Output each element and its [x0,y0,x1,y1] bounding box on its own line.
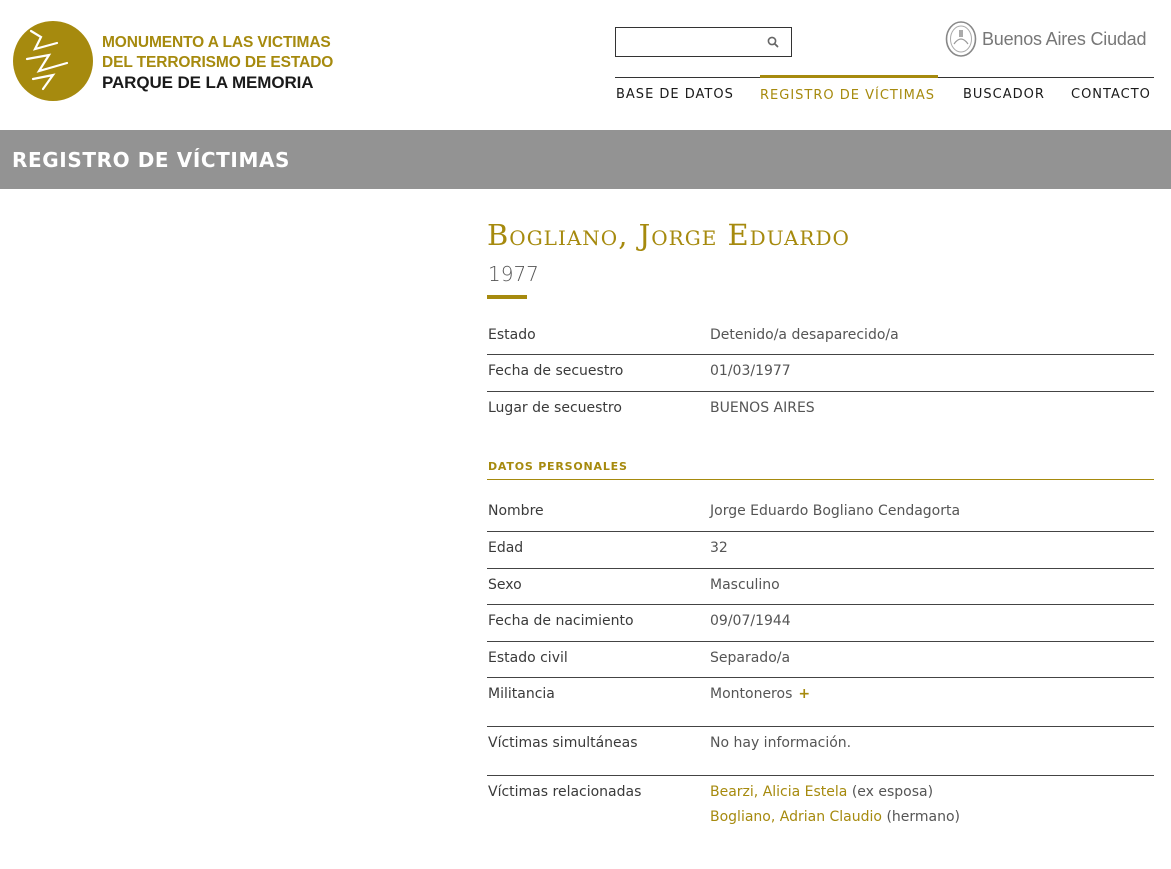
related-victim-item [710,809,960,834]
summary-row-estado [487,327,1154,355]
row-label: Sexo [488,577,522,593]
personal-row-edad [487,540,1154,569]
section-title-datos-personales: DATOS PERSONALES [488,460,628,473]
row-value: Separado/a [710,650,791,666]
victim-year: 1977 [488,262,539,286]
personal-row-victimas-simultaneas [487,735,1154,776]
personal-row-militancia [487,686,1154,727]
personal-row-victimas-relacionadas [487,784,1154,836]
related-victims-list [710,784,960,834]
city-crest-icon [945,20,977,58]
related-victim-link[interactable]: Bogliano, Adrian Claudio [710,809,882,825]
row-value: Jorge Eduardo Bogliano Cendagorta [710,503,961,519]
related-victim-link[interactable]: Bearzi, Alicia Estela [710,784,848,800]
nav-buscador[interactable]: BUSCADOR [963,87,1045,102]
year-underline [487,295,527,299]
nav-registro-de-victimas[interactable]: REGISTRO DE VÍCTIMAS [760,75,938,109]
row-value [710,686,810,702]
row-value: 01/03/1977 [710,363,791,379]
row-label: Fecha de secuestro [488,363,624,379]
personal-row-fecha-nacimiento [487,613,1154,642]
nav-base-de-datos[interactable]: BASE DE DATOS [616,87,734,102]
related-victim-relation: (hermano) [886,809,961,825]
expand-militancia-button[interactable]: + [798,686,811,702]
row-value: Detenido/a desaparecido/a [710,327,899,343]
personal-row-nombre [487,503,1154,532]
search-box[interactable] [615,27,792,57]
row-value: No hay información. [710,735,852,751]
section-divider [487,479,1154,480]
related-victim-relation: (ex esposa) [851,784,934,800]
logo-line-2: DEL TERRORISMO DE ESTADO [102,54,334,71]
row-label: Víctimas relacionadas [488,784,642,800]
nav-contacto[interactable]: CONTACTO [1071,87,1151,102]
logo-emblem[interactable] [13,21,93,101]
row-label: Nombre [488,503,544,519]
banner-title: REGISTRO DE VÍCTIMAS [12,148,291,172]
row-label: Víctimas simultáneas [488,735,638,751]
row-label: Estado civil [488,650,568,666]
personal-row-estado-civil [487,650,1154,678]
logo-line-3: PARQUE DE LA MEMORIA [102,73,314,92]
row-value: Masculino [710,577,780,593]
row-value: 09/07/1944 [710,613,791,629]
row-value: 32 [710,540,728,556]
site-logo-text[interactable] [102,33,333,93]
summary-row-lugar-secuestro [487,400,1154,428]
memorial-logo-icon [13,21,93,101]
logo-line-1: MONUMENTO A LAS VICTIMAS [102,34,331,51]
search-icon[interactable] [765,34,781,50]
city-name[interactable]: Buenos Aires Ciudad [982,29,1147,49]
row-label: Edad [488,540,524,556]
row-label: Fecha de nacimiento [488,613,634,629]
search-input[interactable] [620,32,760,52]
related-victim-item [710,784,960,809]
victim-name: Bogliano, Jorge Eduardo [487,218,850,252]
row-label: Lugar de secuestro [488,400,622,416]
row-label: Militancia [488,686,555,702]
militancia-value: Montoneros [710,686,793,702]
summary-row-fecha-secuestro [487,363,1154,392]
personal-row-sexo [487,577,1154,605]
row-value: BUENOS AIRES [710,400,815,416]
row-label: Estado [488,327,536,343]
